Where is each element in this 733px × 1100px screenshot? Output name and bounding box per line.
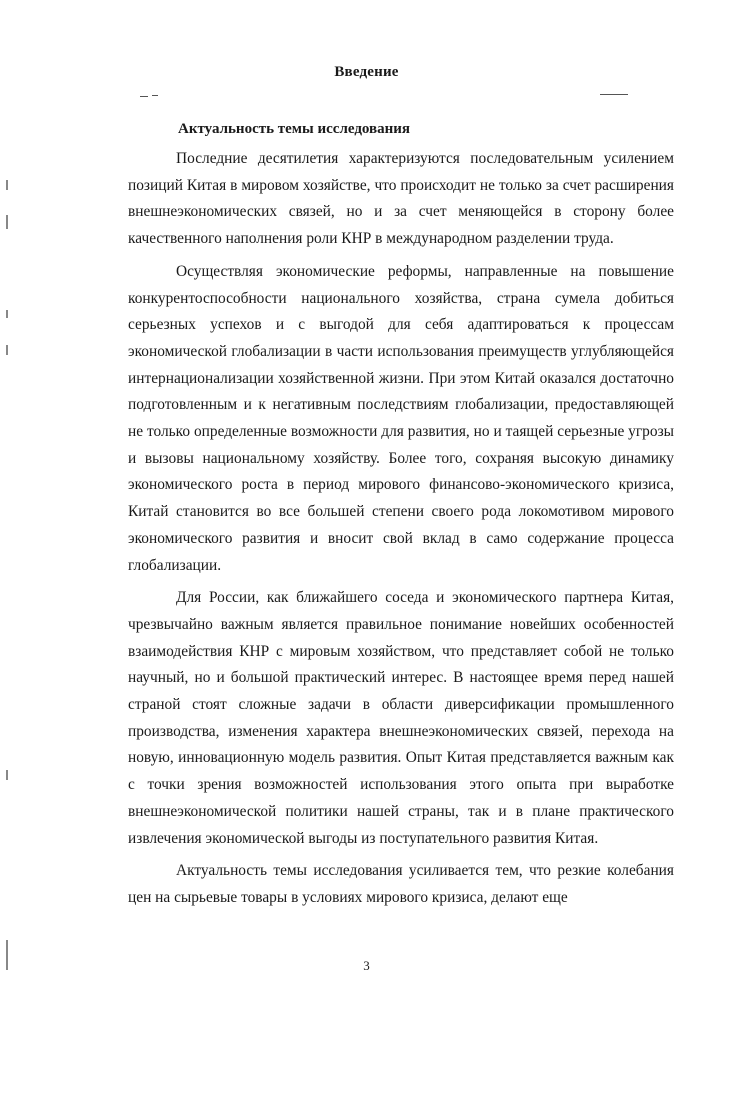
scan-edge-mark (6, 345, 8, 355)
scan-edge-mark (6, 310, 8, 318)
section-title: Актуальность темы исследования (178, 121, 411, 137)
scan-artifact-left (140, 96, 148, 97)
paragraph: Для России, как ближайшего соседа и экономического партнера Китая, чрезвычайно важным является правильное понимание новейших особенностей взаимодействия КНР с мировым хозяйством, что представляет собой не только научный, но и большой практический интерес. В настоящее время перед нашей страной стоят сложные задачи в области диверсификации промышленного производства, изменения характера внешнеэкономических связей, перехода на новую, инновационную модель развития. Опыт Китая представляется важным как с точки зрения возможностей использования этого опыта при выработке внешнеэкономической политики нашей страны, так и в плане практического извлечения экономической выгоды из поступательного развития Китая. (128, 589, 674, 847)
page-number: 3 (363, 958, 370, 973)
body-text (128, 146, 674, 918)
paragraph: Последние десятилетия характеризуются последовательным усилением позиций Китая в мировом хозяйстве, что происходит не только за счет расширения внешнеэкономических связей, но и за счет меняющейся в сторону более качественного наполнения роли КНР в международном разделении труда. (128, 150, 674, 248)
paragraph: Актуальность темы исследования усиливается тем, что резкие колебания цен на сырьевые товары в условиях мирового кризиса, делают еще (128, 862, 674, 906)
scan-artifact-left-2 (152, 95, 158, 96)
page-heading: Введение (334, 64, 399, 80)
scan-edge-mark (6, 215, 8, 229)
paragraph: Осуществляя экономические реформы, направленные на повышение конкурентоспособности национального хозяйства, страна сумела добиться серьезных успехов и с выгодой для себя адаптироваться к процессам экономической глобализации в части использования преимуществ углубляющейся интернационализации хозяйственной жизни. При этом Китай оказался достаточно подготовленным и к негативным последствиям глобализации, предоставляющей не только определенные возможности для развития, но и таящей серьезные угрозы и вызовы национальному хозяйству. Более того, сохраняя высокую динамику экономического роста в период мирового финансово-экономического кризиса, Китай становится во все большей степени своего рода локомотивом мирового экономического развития и вносит свой вклад в само содержание процесса глобализации. (128, 262, 674, 574)
scan-edge-mark (6, 180, 8, 190)
scan-artifact-right (600, 94, 628, 95)
scan-edge-mark (6, 770, 8, 780)
